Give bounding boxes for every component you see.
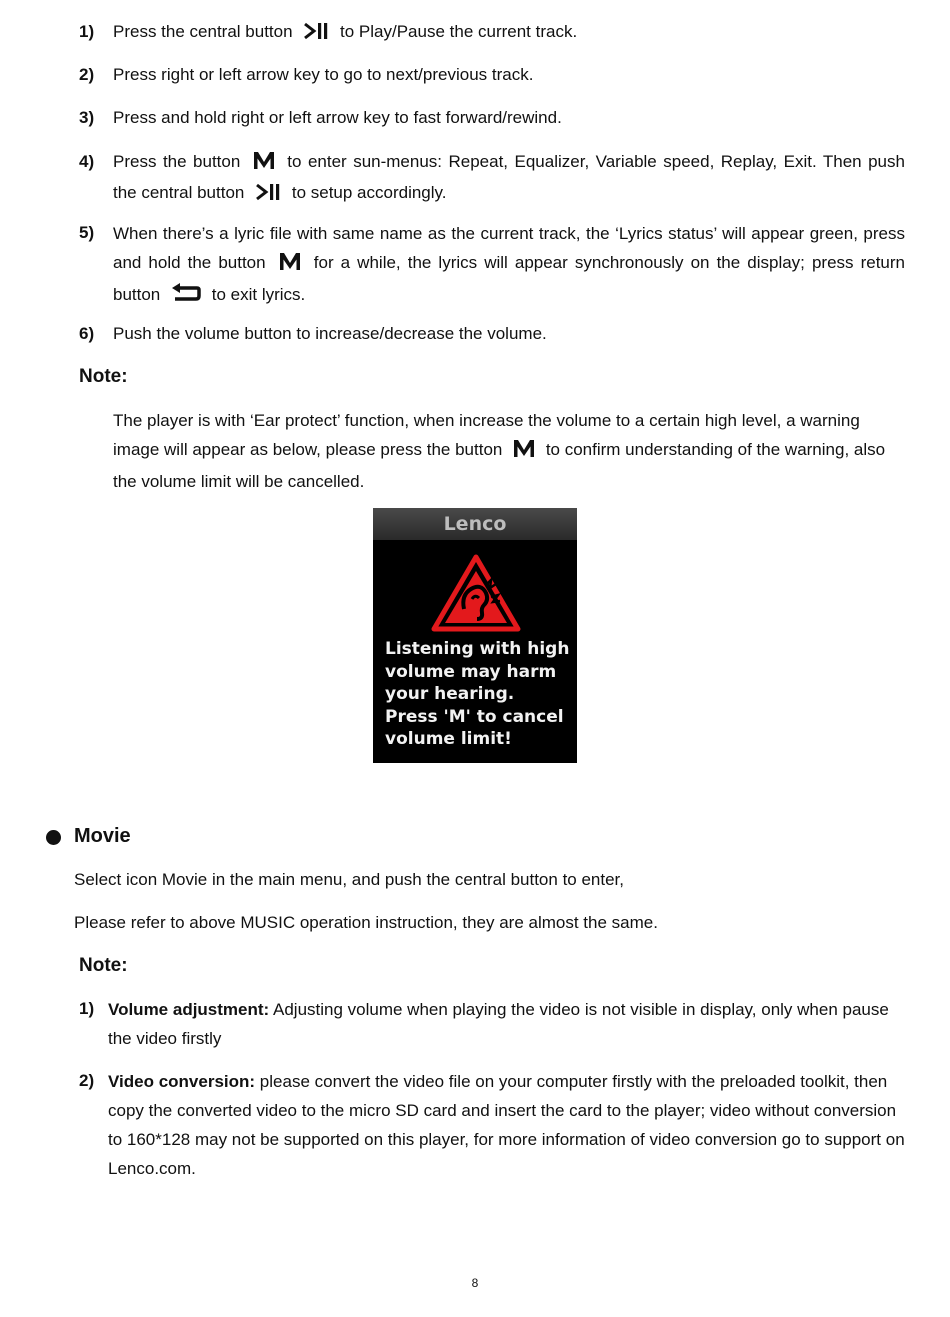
note-item-label: Video conversion: (108, 1072, 256, 1091)
note-item-body: please convert the video file on your computer firstly with the preloaded toolkit, then copy the converted video to the micro SD card and insert the card to the player; video without conversion to 160*128 may not be supported on this player, for more information of video conversion go to support on Lenco.com. (108, 1072, 905, 1178)
note-text-after: to confirm understanding of the warning, also the volume limit will be cancelled. (113, 440, 886, 491)
device-warning-screen (373, 508, 577, 763)
note-item-number: 1) (79, 999, 95, 1018)
step-text (113, 148, 905, 210)
step-text (113, 18, 905, 49)
page-number: 8 (471, 1276, 479, 1290)
step-text-after: to Play/Pause the current track. (340, 22, 578, 41)
note-text (113, 406, 903, 496)
step-number: 1) (79, 22, 95, 41)
m-button-icon (253, 151, 275, 179)
hearing-warning-icon (431, 553, 521, 633)
bullet-icon (46, 830, 61, 845)
step-text-middle: to enter sun-menus: Repeat, Equalizer, Variable speed, Replay, Exit. Then push the central button (113, 152, 905, 202)
section-heading: Movie (74, 825, 131, 847)
step-text-before: Press the button (113, 152, 241, 171)
return-icon (171, 283, 201, 312)
warning-line: volume limit! (385, 729, 512, 749)
note-item-number: 2) (79, 1071, 95, 1090)
step-number: 5) (79, 223, 95, 242)
note-item-label: Volume adjustment: (108, 1000, 270, 1019)
note-text-before: The player is with ‘Ear protect’ function, when increase the volume to a certain high level, a warning image will appear as below, please press the button (113, 411, 860, 459)
step-text-before: When there’s a lyric file with same name as the current track, the ‘Lyrics status’ will appear green, press and hold the button (113, 224, 905, 272)
step-text-middle: for a while, the lyrics will appear synchronously on the display; press return button (113, 253, 906, 304)
step-text: Press right or left arrow key to go to next/previous track. (113, 65, 534, 84)
step-number: 2) (79, 65, 95, 84)
note-heading: Note: (79, 366, 128, 387)
warning-line: volume may harm (385, 661, 557, 682)
movie-line-1: Select icon Movie in the main menu, and push the central button to enter, (74, 870, 625, 889)
step-number: 6) (79, 324, 95, 343)
step-text: Push the volume button to increase/decrease the volume. (113, 324, 547, 343)
step-text-before: Press the central button (113, 22, 293, 41)
movie-line-2: Please refer to above MUSIC operation instruction, they are almost the same. (74, 913, 658, 932)
m-button-icon (513, 438, 535, 467)
play-pause-icon (255, 182, 281, 210)
warning-line: Listening with high (385, 639, 570, 659)
warning-message (385, 638, 575, 751)
step-text-after: to setup accordingly. (291, 183, 447, 202)
step-text: Press and hold right or left arrow key to fast forward/rewind. (113, 108, 562, 127)
step-number: 3) (79, 108, 95, 127)
note-item-text (108, 995, 906, 1053)
note-item-text (108, 1067, 906, 1183)
note-item-body: Adjusting volume when playing the video is not visible in display, only when pause the video firstly (108, 1000, 889, 1048)
note-heading: Note: (79, 955, 128, 976)
step-text (113, 219, 905, 312)
play-pause-icon (303, 21, 329, 49)
brand-logo: Lenco (443, 513, 507, 535)
m-button-icon (279, 251, 301, 280)
step-text-after: to exit lyrics. (211, 285, 306, 304)
warning-line: Press 'M' to cancel (385, 706, 564, 727)
warning-line: your hearing. (385, 684, 515, 704)
step-number: 4) (79, 152, 95, 171)
screen-brand-bar (373, 508, 577, 540)
